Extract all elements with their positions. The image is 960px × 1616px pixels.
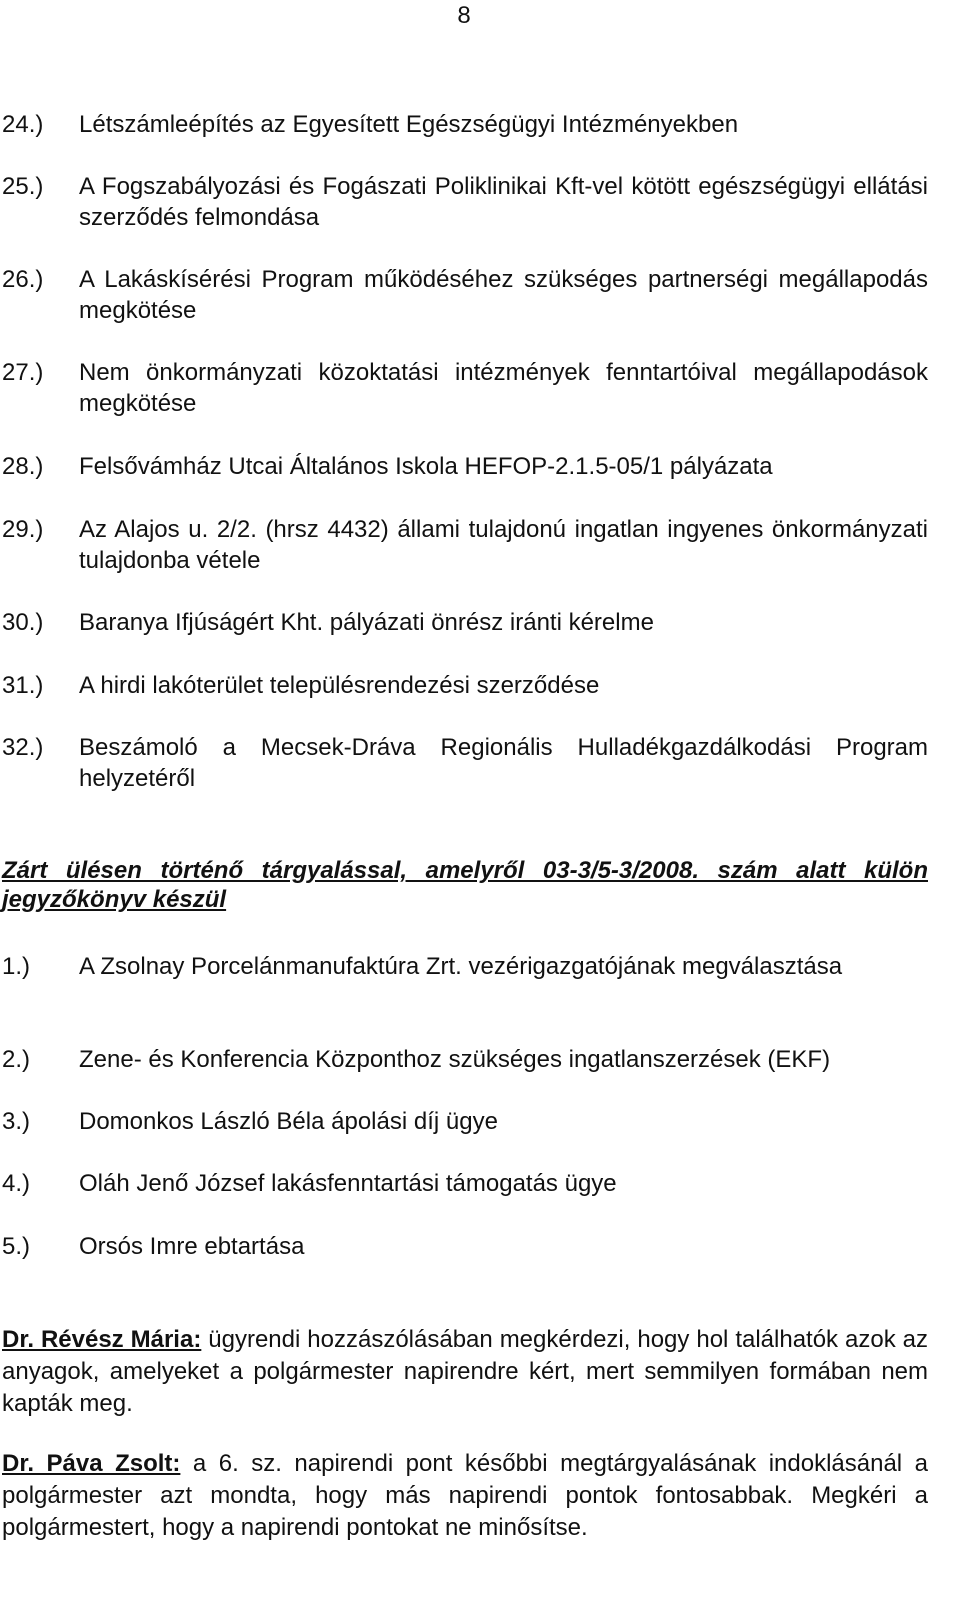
agenda-item: [2, 171, 928, 233]
paragraph-text: a 6. sz. napirendi pont későbbi megtárgyalásának indoklásánál a polgármester azt mondta, hogy más napirendi pontok fontosabbak. Megkéri a polgármestert, hogy a napirendi pontokat ne minősítse.: [2, 1450, 928, 1541]
item-text: A Zsolnay Porcelánmanufaktúra Zrt. vezérigazgatójának megválasztása: [79, 953, 843, 980]
agenda-item: [2, 732, 928, 794]
item-text: A Fogszabályozási és Fogászati Poliklinikai Kft-vel kötött egészségügyi ellátási szerződés felmondása: [79, 173, 928, 231]
item-number: 30.): [2, 609, 44, 636]
closed-item: [2, 1168, 928, 1199]
item-number: 31.): [2, 672, 44, 699]
item-text: Oláh Jenő József lakásfenntartási támogatás ügye: [79, 1170, 617, 1197]
closed-session-heading: Zárt ülésen történő tárgyalással, amelyről 03-3/5-3/2008. szám alatt külön jegyzőkönyv készül: [2, 857, 928, 913]
speaker-paragraph: [2, 1324, 928, 1420]
speaker-name: Dr. Révész Mária:: [2, 1326, 202, 1353]
item-number: 26.): [2, 266, 44, 293]
item-text: Baranya Ifjúságért Kht. pályázati önrész iránti kérelme: [79, 609, 654, 636]
page-number: 8: [457, 2, 471, 29]
item-text: Domonkos László Béla ápolási díj ügye: [79, 1108, 498, 1135]
item-number: 27.): [2, 359, 44, 386]
agenda-item: [2, 264, 928, 326]
item-text: A hirdi lakóterület településrendezési szerződése: [79, 672, 600, 699]
item-number: 4.): [2, 1170, 31, 1197]
agenda-item: [2, 514, 928, 576]
item-text: Felsővámház Utcai Általános Iskola HEFOP-2.1.5-05/1 pályázata: [79, 453, 773, 480]
agenda-item: [2, 670, 928, 701]
agenda-item: [2, 607, 928, 638]
item-text: Létszámleépítés az Egyesített Egészségügyi Intézményekben: [79, 111, 739, 138]
item-text: Zene- és Konferencia Központhoz szükséges ingatlanszerzések (EKF): [79, 1046, 831, 1073]
agenda-item: [2, 109, 928, 140]
item-number: 5.): [2, 1233, 31, 1260]
closed-item: [2, 1231, 928, 1262]
paragraph-text: ügyrendi hozzászólásában megkérdezi, hogy hol találhatók azok az anyagok, amelyeket a polgármester napirendre kért, mert semmilyen formában nem kapták meg.: [2, 1326, 928, 1417]
item-number: 2.): [2, 1046, 31, 1073]
item-text: Beszámoló a Mecsek-Dráva Regionális Hulladékgazdálkodási Program helyzetéről: [79, 734, 928, 792]
item-number: 28.): [2, 453, 44, 480]
speaker-name: Dr. Páva Zsolt:: [2, 1450, 181, 1477]
item-number: 3.): [2, 1108, 31, 1135]
item-text: Orsós Imre ebtartása: [79, 1233, 305, 1260]
agenda-item: [2, 357, 928, 419]
closed-item: [2, 1044, 928, 1075]
item-text: A Lakáskísérési Program működéséhez szükséges partnerségi megállapodás megkötése: [79, 266, 928, 324]
agenda-item: [2, 451, 928, 482]
speaker-paragraph: [2, 1448, 928, 1544]
item-text: Nem önkormányzati közoktatási intézmények fenntartóival megállapodások megkötése: [79, 359, 928, 417]
item-number: 25.): [2, 173, 44, 200]
item-number: 1.): [2, 953, 31, 980]
item-text: Az Alajos u. 2/2. (hrsz 4432) állami tulajdonú ingatlan ingyenes önkormányzati tulajdonba vétele: [79, 516, 928, 574]
item-number: 29.): [2, 516, 44, 543]
item-number: 32.): [2, 734, 44, 761]
item-number: 24.): [2, 111, 44, 138]
closed-item: [2, 951, 928, 982]
closed-item: [2, 1106, 928, 1137]
